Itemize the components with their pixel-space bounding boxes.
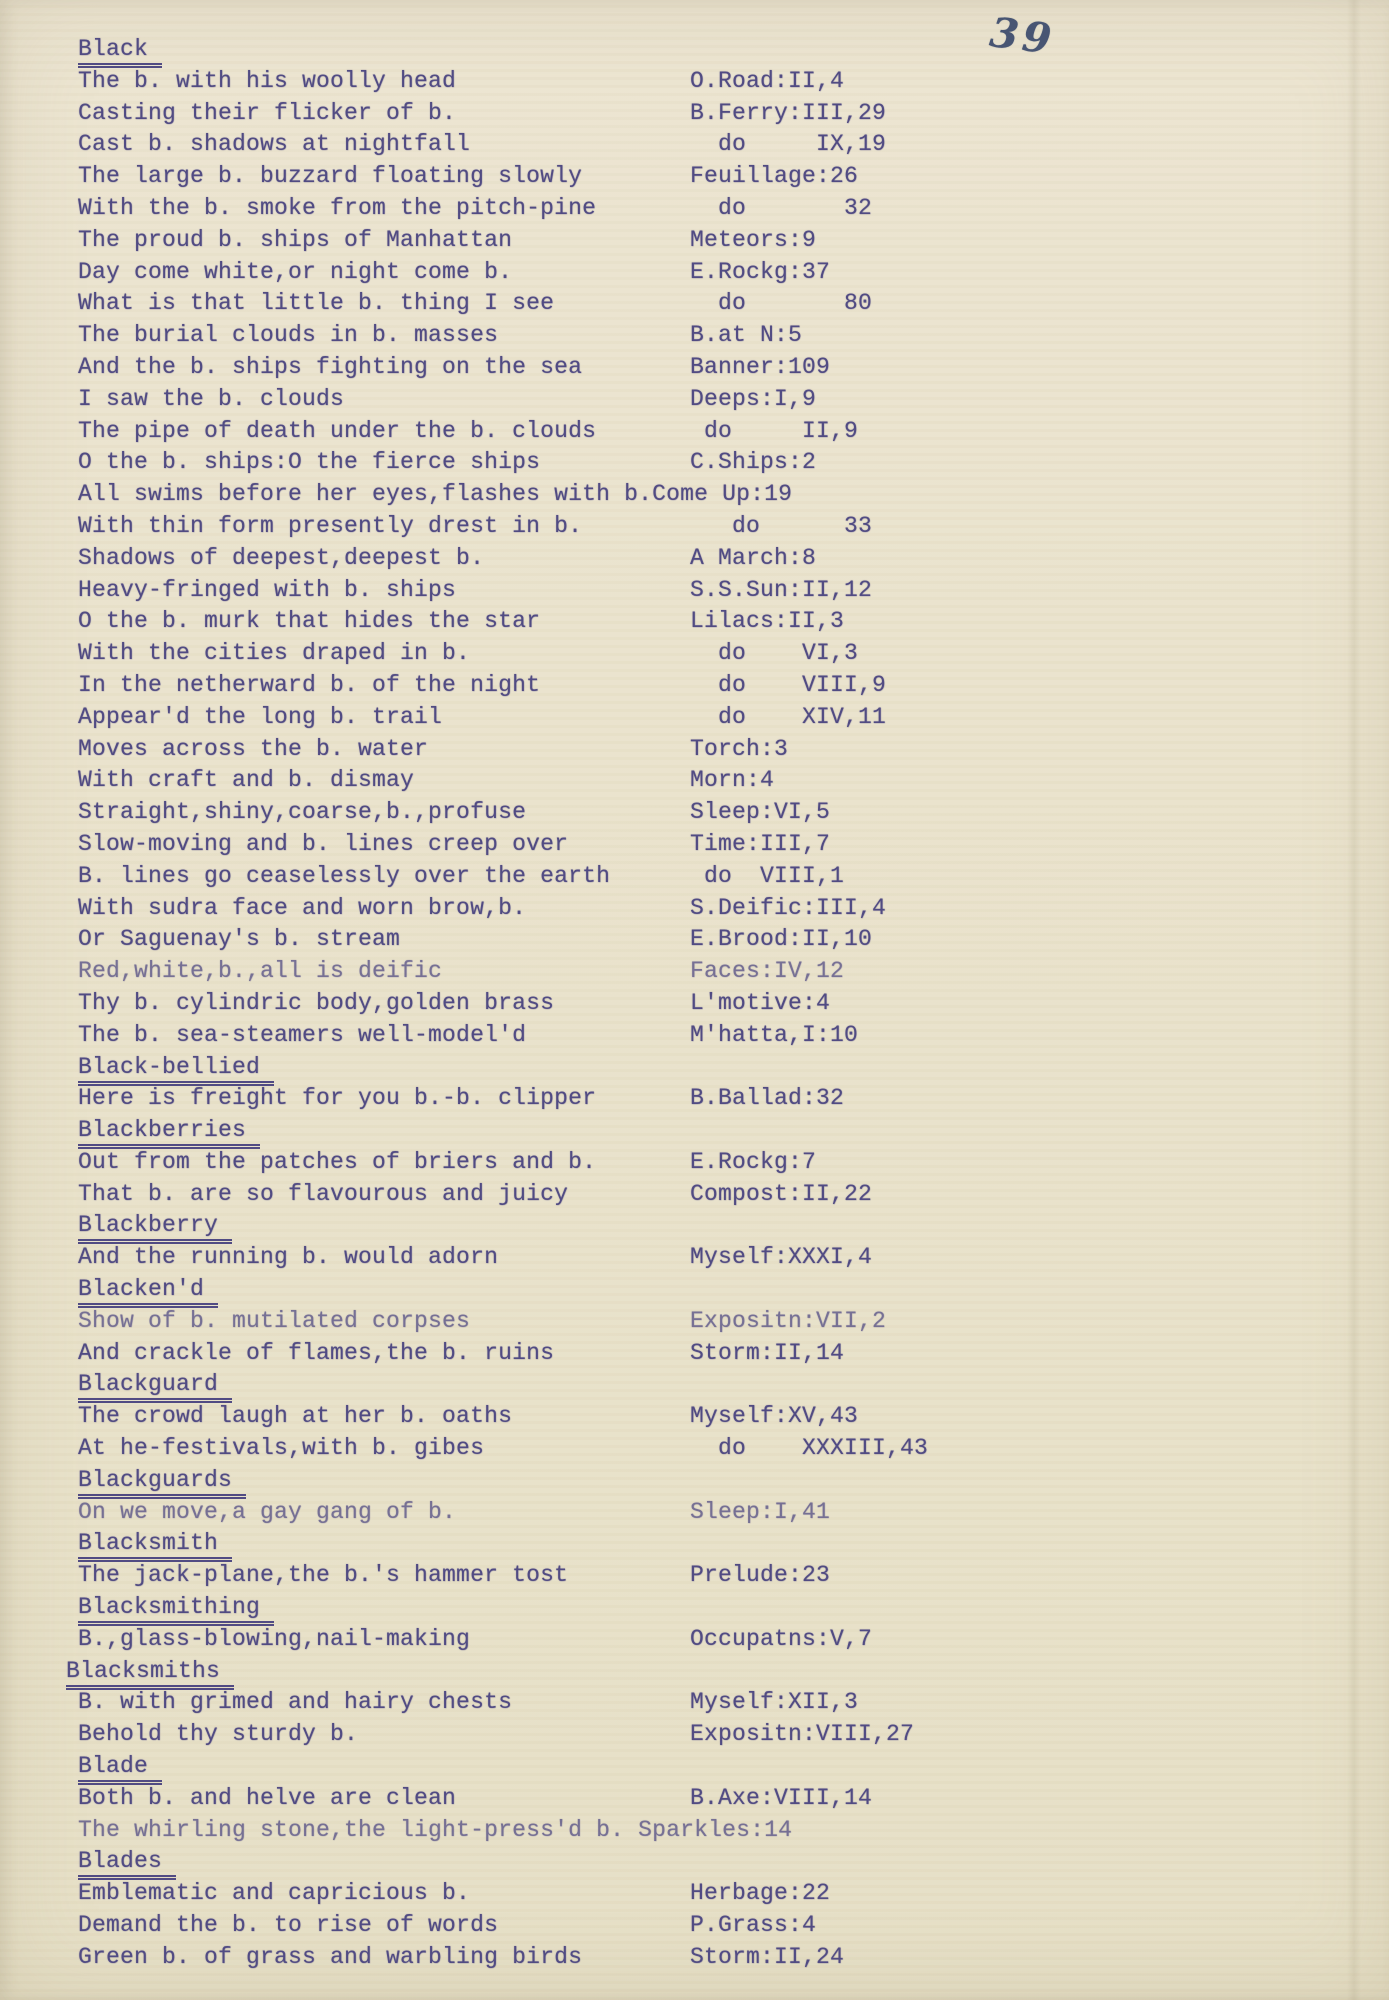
entry-reference: E.Rockg:7 [690,1148,817,1175]
entry-text: Demand the b. to rise of words [78,1912,499,1939]
index-entry [78,1687,1359,1719]
index-entry [78,829,1359,861]
entry-text: Casting their flicker of b. [78,99,457,126]
entry-text: Slow-moving and b. lines creep over [78,830,569,857]
entry-reference: Come Up:19 [652,481,793,508]
entry-reference: S.S.Sun:II,12 [690,576,873,603]
entry-text: The proud b. ships of Manhattan [78,226,513,253]
index-entry [78,1783,1359,1815]
entry-text: Shadows of deepest,deepest b. [78,544,485,571]
entry-reference: Myself:XXXI,4 [690,1244,873,1271]
entry-reference: Myself:XII,3 [690,1689,859,1716]
entry-reference: Sleep:I,41 [690,1498,831,1525]
entry-reference: B.at N:5 [690,322,803,349]
entry-reference: E.Brood:II,10 [690,926,873,953]
entry-reference: Torch:3 [690,735,789,762]
entry-reference: Deeps:I,9 [690,385,817,412]
index-entry [78,1306,1359,1338]
index-entry [78,638,1359,670]
index-entry [78,1815,1359,1847]
index-entry [78,1083,1359,1115]
entry-reference: do XIV,11 [690,703,887,730]
entry-text: Here is freight for you b.-b. clipper [78,1085,597,1112]
entry-reference: Lilacs:II,3 [690,608,845,635]
entry-reference: do VIII,9 [690,671,887,698]
index-entry [78,797,1359,829]
entry-reference: O.Road:II,4 [690,67,845,94]
index-entry [78,1560,1359,1592]
index-entry [78,1497,1359,1529]
entry-text: Green b. of grass and warbling birds [78,1943,583,1970]
entry-reference: B.Ballad:32 [690,1085,845,1112]
index-entry [78,320,1359,352]
entry-reference: do VI,3 [690,640,859,667]
index-entry [78,1338,1359,1370]
index-entry [78,988,1359,1020]
entry-text: Appear'd the long b. trail [78,703,443,730]
entry-text: The b. sea-steamers well-model'd [78,1021,527,1048]
section-heading: Blackberry [78,1212,232,1244]
entry-text: Red,white,b.,all is deific [78,958,443,985]
index-entry [78,1147,1359,1179]
index-entry [78,956,1359,988]
entry-text: All swims before her eyes,flashes with b. [78,481,653,508]
entry-reference: C.Ships:2 [690,449,817,476]
index-entry [78,1878,1359,1910]
entry-reference: Storm:II,24 [690,1943,845,1970]
entry-reference: Faces:IV,12 [690,958,845,985]
entry-reference: E.Rockg:37 [690,258,831,285]
index-entry [78,893,1359,925]
section-heading-row [66,1656,1359,1688]
entry-text: Out from the patches of briers and b. [78,1148,597,1175]
entry-reference: Sparkles:14 [638,1816,793,1843]
entry-text: At he-festivals,with b. gibes [78,1435,485,1462]
entry-text: And the running b. would adorn [78,1244,499,1271]
entry-text: Heavy-fringed with b. ships [78,576,457,603]
index-entry [78,447,1359,479]
entry-reference: do 80 [690,290,873,317]
entry-text: The jack-plane,the b.'s hammer tost [78,1562,569,1589]
entry-reference: do 32 [690,194,873,221]
entry-reference: Time:III,7 [690,830,831,857]
entry-text: The pipe of death under the b. clouds [78,417,597,444]
section-heading: Black [78,36,162,68]
entry-reference: do 33 [690,512,873,539]
entry-reference: P.Grass:4 [690,1912,817,1939]
index-entry [78,479,1359,511]
entry-reference: Meteors:9 [690,226,817,253]
concordance-index [66,34,1359,1974]
index-entry [78,1179,1359,1211]
index-entry [78,861,1359,893]
index-entry [78,765,1359,797]
index-entry [78,1719,1359,1751]
entry-reference: Expositn:VIII,27 [690,1721,915,1748]
section-heading: Blackguard [78,1371,232,1403]
section-heading-row [78,1846,1359,1878]
index-entry [78,98,1359,130]
entry-reference: do XXXIII,43 [690,1435,929,1462]
section-heading: Blacksmiths [66,1658,234,1690]
entry-text: That b. are so flavourous and juicy [78,1180,569,1207]
section-heading: Blacksmithing [78,1594,274,1626]
entry-text: With craft and b. dismay [78,767,415,794]
entry-text: Behold thy sturdy b. [78,1721,359,1748]
section-heading-row [78,1369,1359,1401]
entry-text: Both b. and helve are clean [78,1784,457,1811]
entry-text: And the b. ships fighting on the sea [78,353,583,380]
index-entry [78,384,1359,416]
index-entry [78,288,1359,320]
entry-text: O the b. ships:O the fierce ships [78,449,541,476]
entry-reference: Morn:4 [690,767,775,794]
entry-text: B. lines go ceaselessly over the earth [78,862,611,889]
entry-text: Show of b. mutilated corpses [78,1307,471,1334]
section-heading-row [78,1465,1359,1497]
index-entry [78,193,1359,225]
index-entry [78,606,1359,638]
index-entry [78,225,1359,257]
entry-text: With the cities draped in b. [78,640,471,667]
entry-reference: do II,9 [690,417,859,444]
entry-text: Emblematic and capricious b. [78,1880,471,1907]
entry-text: On we move,a gay gang of b. [78,1498,457,1525]
entry-reference: M'hatta,I:10 [690,1021,859,1048]
section-heading: Blade [78,1753,162,1785]
entry-text: Day come white,or night come b. [78,258,513,285]
entry-text: With the b. smoke from the pitch-pine [78,194,597,221]
section-heading: Blacksmith [78,1530,232,1562]
entry-text: With thin form presently drest in b. [78,512,583,539]
entry-reference: Sleep:VI,5 [690,799,831,826]
index-entry [78,543,1359,575]
index-entry [78,511,1359,543]
index-entry [78,66,1359,98]
index-entry [78,352,1359,384]
index-entry [78,734,1359,766]
index-entry [78,670,1359,702]
index-entry [78,1910,1359,1942]
index-entry [78,1020,1359,1052]
entry-reference: Storm:II,14 [690,1339,845,1366]
entry-reference: do VIII,1 [690,862,845,889]
section-heading-row [78,1751,1359,1783]
entry-reference: Banner:109 [690,353,831,380]
index-entry [78,1433,1359,1465]
section-heading: Black-bellied [78,1054,274,1086]
index-entry [78,575,1359,607]
entry-text: O the b. murk that hides the star [78,608,541,635]
entry-text: Moves across the b. water [78,735,429,762]
index-entry [78,702,1359,734]
entry-text: The whirling stone,the light-press'd b. [78,1816,639,1843]
entry-reference: B.Axe:VIII,14 [690,1784,873,1811]
index-entry [78,1624,1359,1656]
entry-text: I saw the b. clouds [78,385,345,412]
section-heading-row [78,34,1359,66]
index-entry [78,416,1359,448]
entry-text: Thy b. cylindric body,golden brass [78,989,555,1016]
entry-text: B. with grimed and hairy chests [78,1689,513,1716]
entry-text: The crowd laugh at her b. oaths [78,1403,513,1430]
entry-reference: Prelude:23 [690,1562,831,1589]
entry-text: The burial clouds in b. masses [78,322,499,349]
entry-text: In the netherward b. of the night [78,671,541,698]
entry-reference: Compost:II,22 [690,1180,873,1207]
entry-text: And crackle of flames,the b. ruins [78,1339,555,1366]
entry-reference: L'motive:4 [690,989,831,1016]
entry-text: B.,glass-blowing,nail-making [78,1625,471,1652]
entry-reference: Herbage:22 [690,1880,831,1907]
entry-text: Cast b. shadows at nightfall [78,131,471,158]
entry-text: The large b. buzzard floating slowly [78,163,583,190]
section-heading-row [78,1274,1359,1306]
entry-reference: Occupatns:V,7 [690,1625,873,1652]
index-entry [78,257,1359,289]
entry-reference: Feuillage:26 [690,163,859,190]
entry-reference: S.Deific:III,4 [690,894,887,921]
index-entry [78,924,1359,956]
section-heading: Blackguards [78,1467,246,1499]
section-heading: Blackberries [78,1117,260,1149]
entry-reference: Myself:XV,43 [690,1403,859,1430]
entry-text: With sudra face and worn brow,b. [78,894,527,921]
entry-reference: A March:8 [690,544,817,571]
entry-reference: B.Ferry:III,29 [690,99,887,126]
index-entry [78,129,1359,161]
entry-text: What is that little b. thing I see [78,290,555,317]
entry-text: Or Saguenay's b. stream [78,926,401,953]
section-heading-row [78,1592,1359,1624]
section-heading-row [78,1528,1359,1560]
section-heading-row [78,1210,1359,1242]
index-entry [78,161,1359,193]
index-entry [78,1942,1359,1974]
section-heading: Blacken'd [78,1276,218,1308]
section-heading-row [78,1052,1359,1084]
entry-text: Straight,shiny,coarse,b.,profuse [78,799,527,826]
page-number: 39 [987,8,1058,64]
entry-text: The b. with his woolly head [78,67,457,94]
entry-reference: Expositn:VII,2 [690,1307,887,1334]
index-entry [78,1401,1359,1433]
index-entry [78,1242,1359,1274]
section-heading: Blades [78,1848,176,1880]
section-heading-row [78,1115,1359,1147]
entry-reference: do IX,19 [690,131,887,158]
